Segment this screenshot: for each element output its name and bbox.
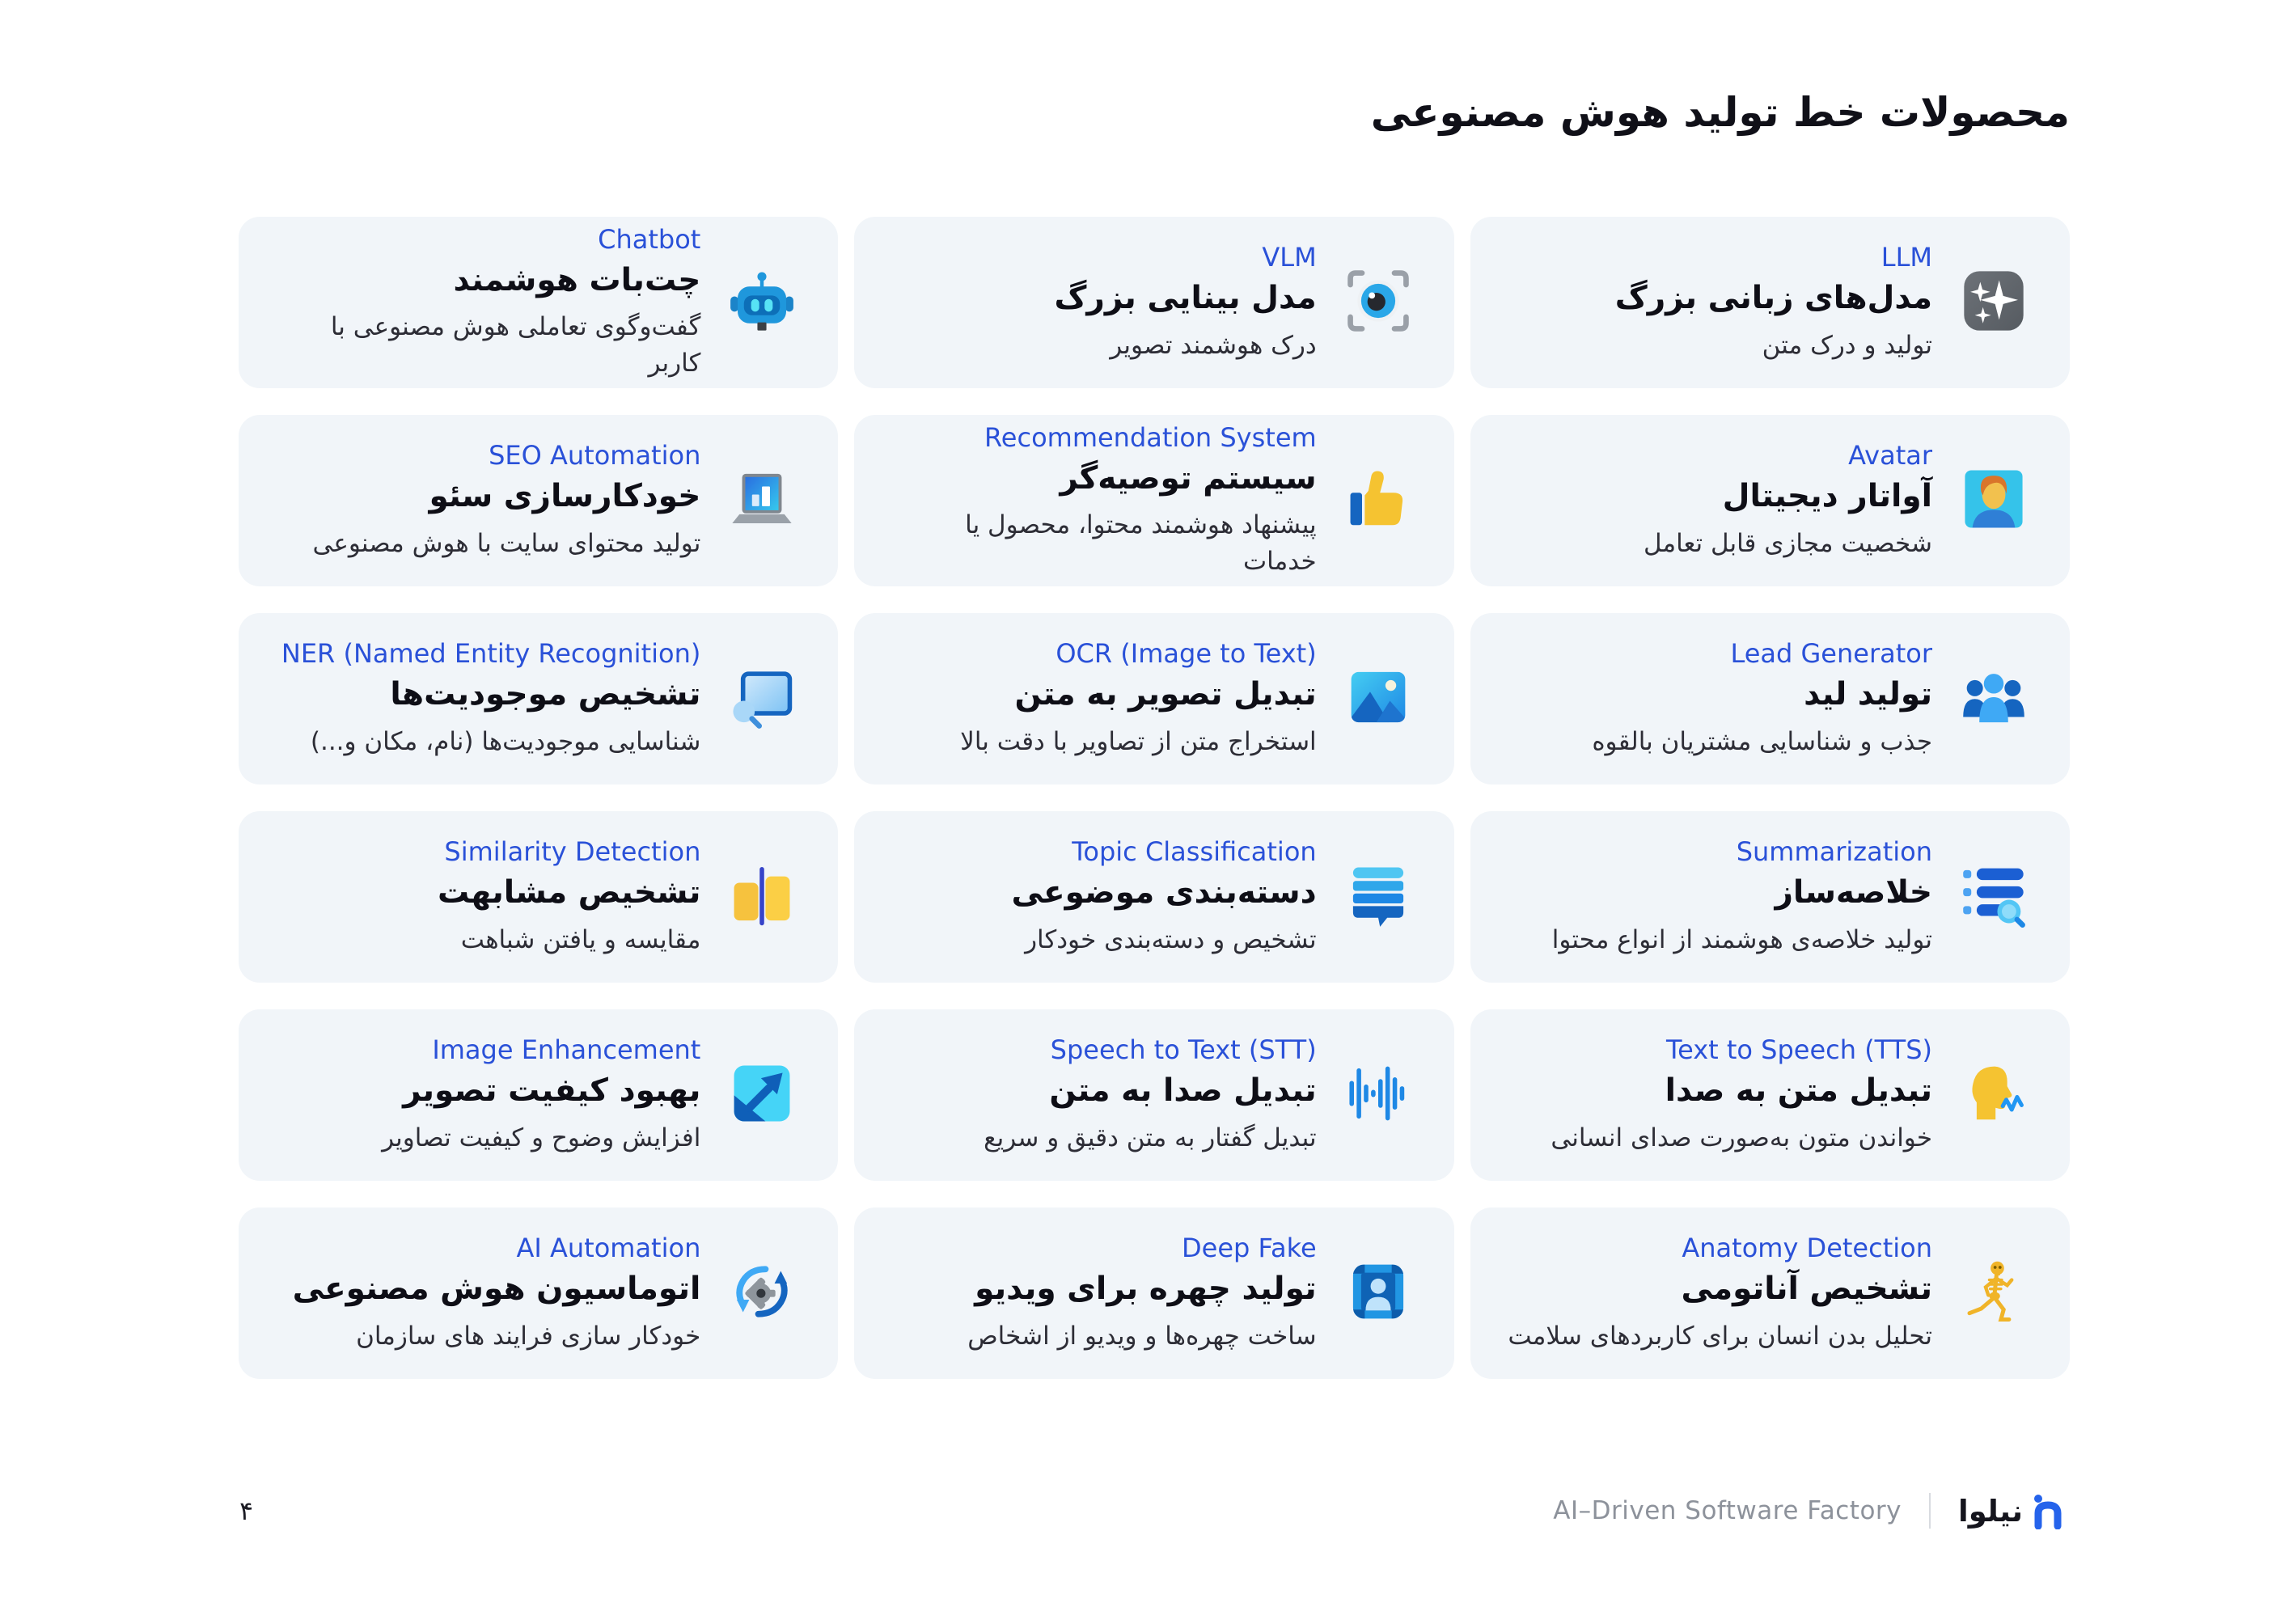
product-card-text: [1506, 439, 1932, 562]
product-title: تولید لید: [1804, 676, 1932, 713]
product-card-recommendation-system: [854, 415, 1453, 586]
product-card-text: [890, 1232, 1316, 1355]
gear-sync-icon: [730, 1259, 794, 1324]
product-description: خودکار سازی فرایند های سازمان: [356, 1321, 701, 1351]
waveform-icon: [1346, 1061, 1411, 1126]
product-card-text-to-speech-tts: [1470, 1009, 2070, 1181]
product-description: گفت‌وگوی تعاملی هوش مصنوعی با کاربر: [330, 312, 701, 379]
product-card-chatbot: [239, 217, 838, 388]
footer: [239, 1487, 2070, 1535]
footer-divider: [1929, 1493, 1931, 1529]
eye-scan-icon: [1346, 269, 1411, 333]
list-magnifier-icon: [1961, 863, 2026, 928]
product-card-ner-named-entity-recognition: [239, 613, 838, 785]
product-title: تبدیل متن به صدا: [1665, 1072, 1932, 1110]
product-card-llm: [1470, 217, 2070, 388]
product-title: خودکارسازی سئو: [429, 478, 701, 515]
product-english-title: SEO Automation: [489, 440, 701, 472]
product-card-vlm: [854, 217, 1453, 388]
laptop-chart-icon: [730, 467, 794, 531]
product-card-text: [1506, 1232, 1932, 1355]
product-description: تولید خلاصه‌ی هوشمند از انواع محتوا: [1551, 924, 1932, 954]
page-title: محصولات خط تولید هوش مصنوعی: [1370, 89, 2070, 136]
screen-magnifier-icon: [730, 665, 794, 730]
face-sound-icon: [1961, 1061, 2026, 1126]
product-card-similarity-detection: [239, 811, 838, 983]
product-card-topic-classification: [854, 811, 1453, 983]
product-title: اتوماسیون هوش مصنوعی: [292, 1271, 701, 1308]
product-card-text: [274, 835, 700, 958]
product-description: تحلیل بدن انسان برای کاربردهای سلامت: [1508, 1321, 1932, 1351]
product-description: پیشنهاد هوشمند محتوا، محصول یا خدمات: [965, 510, 1317, 577]
product-card-text: [1506, 637, 1932, 760]
product-card-text: [890, 421, 1316, 580]
product-card-text: [1506, 1034, 1932, 1157]
page-number: ۴: [239, 1495, 254, 1526]
product-english-title: OCR (Image to Text): [1056, 638, 1317, 670]
product-card-text: [890, 241, 1316, 364]
product-title: دسته‌بندی موضوعی: [1011, 874, 1317, 911]
robot-icon: [730, 269, 794, 333]
product-description: افزایش وضوح و کیفیت تصاویر: [382, 1123, 701, 1152]
skeleton-icon: [1961, 1259, 2026, 1324]
product-title: تبدیل صدا به متن: [1049, 1072, 1317, 1110]
product-card-avatar: [1470, 415, 2070, 586]
product-card-text: [274, 439, 700, 562]
image-icon: [1346, 665, 1411, 730]
product-description: ساخت چهره‌ها و ویدیو از اشخاص: [967, 1321, 1317, 1351]
product-title: خلاصه‌ساز: [1775, 874, 1932, 911]
product-description: تولید محتوای سایت با هوش مصنوعی: [312, 528, 701, 558]
thumbs-up-icon: [1346, 467, 1411, 531]
product-title: بهبود کیفیت تصویر: [403, 1072, 701, 1110]
product-card-anatomy-detection: [1470, 1207, 2070, 1379]
product-english-title: Deep Fake: [1182, 1233, 1317, 1264]
layered-chat-icon: [1346, 863, 1411, 928]
footer-brand-group: [1553, 1492, 2070, 1529]
product-english-title: Image Enhancement: [432, 1034, 701, 1066]
product-description: شخصیت مجازی قابل تعامل: [1644, 528, 1932, 558]
product-title: تشخیص آناتومی: [1681, 1271, 1932, 1308]
product-english-title: Recommendation System: [984, 421, 1317, 453]
product-card-seo-automation: [239, 415, 838, 586]
product-english-title: Anatomy Detection: [1682, 1233, 1932, 1264]
product-title: مدل‌های زبانی بزرگ: [1614, 280, 1932, 317]
product-card-text: [274, 1034, 700, 1157]
product-description: جذب و شناسایی مشتریان بالقوه: [1592, 726, 1932, 756]
arrow-up-image-icon: [730, 1061, 794, 1126]
products-grid: [239, 217, 2070, 1379]
product-card-summarization: [1470, 811, 2070, 983]
product-english-title: NER (Named Entity Recognition): [281, 638, 701, 670]
product-title: آواتار دیجیتال: [1722, 478, 1932, 515]
product-english-title: VLM: [1262, 242, 1317, 273]
product-title: مدل بینایی بزرگ: [1054, 280, 1317, 317]
product-description: درک هوشمند تصویر: [1110, 330, 1317, 360]
brand-name: نیلوا: [1958, 1493, 2023, 1529]
product-english-title: Avatar: [1848, 440, 1932, 472]
product-card-ocr-image-to-text: [854, 613, 1453, 785]
product-card-text: [274, 1232, 700, 1355]
product-description: استخراج متن از تصاویر با دقت بالا: [960, 726, 1317, 756]
product-title: سیستم توصیه‌گر: [1060, 459, 1317, 497]
product-title: تولید چهره برای ویدیو: [975, 1271, 1317, 1308]
product-title: تشخیص موجودیت‌ها: [390, 676, 701, 713]
product-description: شناسایی موجودیت‌ها (نام، مکان و...): [310, 726, 701, 756]
product-english-title: Summarization: [1736, 836, 1932, 868]
people-group-icon: [1961, 665, 2026, 730]
product-title: تبدیل تصویر به متن: [1014, 676, 1317, 713]
product-description: مقایسه و یافتن شباهت: [460, 924, 701, 954]
product-description: تبدیل گفتار به متن دقیق و سریع: [984, 1123, 1317, 1152]
product-card-text: [274, 223, 700, 382]
product-english-title: Text to Speech (TTS): [1665, 1034, 1932, 1066]
product-description: تشخیص و دسته‌بندی خودکار: [1025, 924, 1317, 954]
product-english-title: Speech to Text (STT): [1050, 1034, 1317, 1066]
product-card-text: [890, 1034, 1316, 1157]
product-card-text: [890, 835, 1316, 958]
footer-tagline: AI–Driven Software Factory: [1553, 1496, 1902, 1525]
split-pages-icon: [730, 863, 794, 928]
sparkles-icon: [1961, 269, 2026, 333]
product-card-ai-automation: [239, 1207, 838, 1379]
product-english-title: LLM: [1881, 242, 1932, 273]
product-english-title: Topic Classification: [1072, 836, 1317, 868]
avatar-icon: [1961, 467, 2026, 531]
product-description: تولید و درک متن: [1762, 330, 1932, 360]
product-title: تشخیص مشابهت: [438, 874, 701, 911]
product-card-deep-fake: [854, 1207, 1453, 1379]
brand-logo-icon: [2031, 1492, 2070, 1529]
product-english-title: Lead Generator: [1730, 638, 1932, 670]
product-english-title: Similarity Detection: [444, 836, 701, 868]
product-english-title: AI Automation: [516, 1233, 701, 1264]
product-title: چت‌بات هوشمند: [453, 261, 701, 298]
product-card-lead-generator: [1470, 613, 2070, 785]
product-card-speech-to-text-stt: [854, 1009, 1453, 1181]
product-card-text: [890, 637, 1316, 760]
product-card-image-enhancement: [239, 1009, 838, 1181]
product-card-text: [1506, 241, 1932, 364]
product-english-title: Chatbot: [598, 223, 701, 255]
face-frame-icon: [1346, 1259, 1411, 1324]
product-card-text: [274, 637, 700, 760]
product-description: خواندن متون به‌صورت صدای انسانی: [1551, 1123, 1932, 1152]
product-card-text: [1506, 835, 1932, 958]
